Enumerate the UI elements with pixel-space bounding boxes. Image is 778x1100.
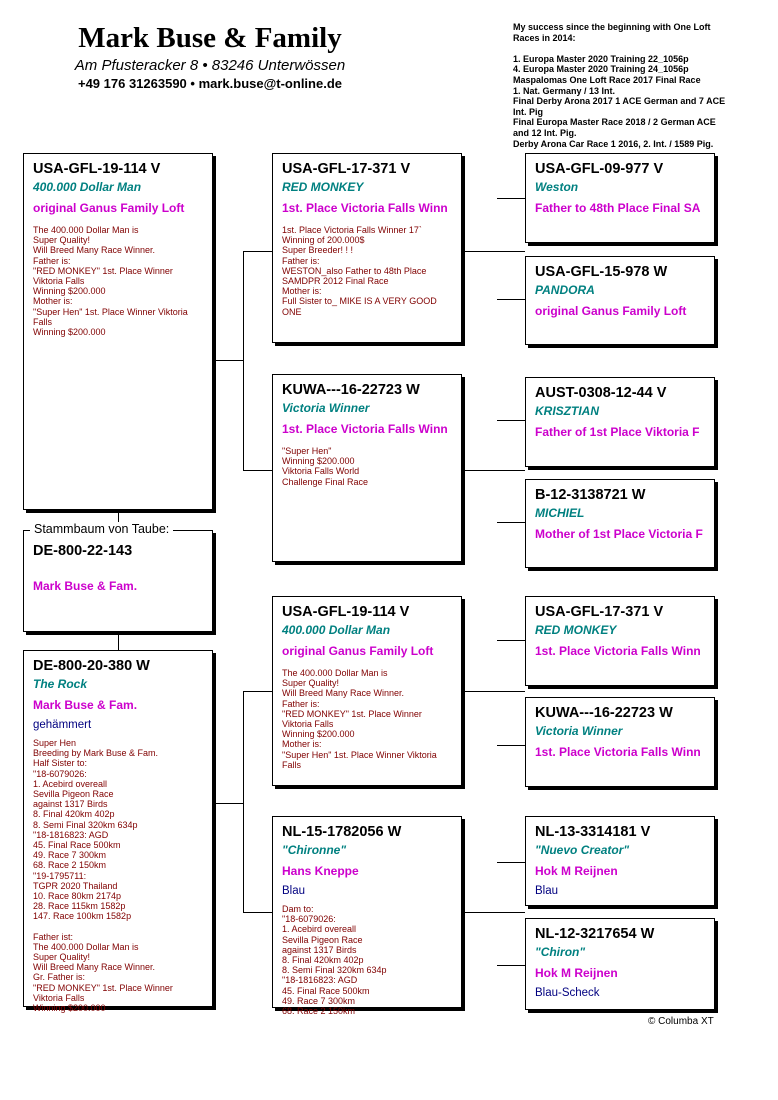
note-line: Viktoria Falls xyxy=(33,276,85,287)
note-line: Super Quality! xyxy=(33,235,91,246)
note-line: 10. Race 80km 2174p xyxy=(33,891,122,902)
color-label: Blau-Scheck xyxy=(535,987,600,999)
ring-number: B-12-3138721 W xyxy=(535,487,646,503)
breeder: original Ganus Family Loft xyxy=(535,304,687,318)
note-line: Winning $200.000 xyxy=(33,327,106,338)
success-line: Int. Pig xyxy=(513,106,543,117)
ring-number: USA-GFL-15-978 W xyxy=(535,264,668,280)
connector-line xyxy=(243,251,244,470)
pigeon-name: RED MONKEY xyxy=(535,623,617,637)
father-father-card[interactable] xyxy=(272,153,462,343)
note-line: Mother is: xyxy=(282,739,322,750)
success-line: 4. Europa Master 2020 Training 24_1056p xyxy=(513,64,689,75)
ring-number: USA-GFL-19-114 V xyxy=(282,604,410,620)
stammbaum-label: Stammbaum von Taube: xyxy=(30,522,173,536)
breeder: 1st. Place Victoria Falls Winn xyxy=(535,745,701,759)
note-line: 45. Final Race 500km xyxy=(33,840,121,851)
note-line: "18-6079026: xyxy=(282,914,336,925)
ring-number: NL-15-1782056 W xyxy=(282,824,402,840)
note-line: "RED MONKEY" 1st. Place Winner xyxy=(33,982,173,993)
ggparent-card-fff[interactable] xyxy=(525,153,715,243)
note-line: 8. Semi Final 320km 634p xyxy=(33,819,138,830)
note-line: Breeding by Mark Buse & Fam. xyxy=(33,748,159,759)
note-line: The 400.000 Dollar Man is xyxy=(33,225,139,235)
connector-line xyxy=(497,299,525,300)
note-line: "Super Hen" 1st. Place Winner Viktoria xyxy=(282,749,437,760)
note-line: against 1317 Birds xyxy=(282,944,357,955)
pigeon-name: 400.000 Dollar Man xyxy=(282,623,391,637)
ggparent-card-fmm[interactable] xyxy=(525,479,715,568)
note-line: Super Quality! xyxy=(282,678,340,689)
address: Am Pfusteracker 8 • 83246 Unterwössen xyxy=(74,57,346,74)
notes xyxy=(282,904,452,1016)
connector-line xyxy=(497,745,525,746)
ggparent-card-ffm[interactable] xyxy=(525,256,715,345)
pigeon-name: "Chironne" xyxy=(282,843,347,857)
note-line: WESTON_also Father to 48th Place xyxy=(282,265,427,276)
ggparent-card-mmm[interactable] xyxy=(525,918,715,1010)
note-line: Viktoria Falls xyxy=(33,992,85,1003)
note-line: 8. Semi Final 320km 634p xyxy=(282,965,387,976)
note-line: Will Breed Many Race Winner. xyxy=(33,962,156,973)
note-line: 8. Final 420km 402p xyxy=(282,955,364,966)
note-line: Winning of 200.000$ xyxy=(282,235,365,246)
color-label: gehämmert xyxy=(33,719,92,731)
note-line: Falls xyxy=(33,316,53,327)
ggparent-card-fmf[interactable] xyxy=(525,377,715,467)
note-line: Winning $200.000 xyxy=(282,729,355,740)
connector-line xyxy=(497,198,525,199)
note-line: "18-6079026: xyxy=(33,768,87,779)
connector-line xyxy=(497,965,525,966)
pigeon-name: PANDORA xyxy=(535,283,595,297)
mother-card[interactable] xyxy=(23,650,213,1014)
pigeon-name: Weston xyxy=(535,180,579,194)
note-line: Sevilla Pigeon Race xyxy=(33,789,114,800)
connector-line xyxy=(462,470,525,471)
note-line: Father is: xyxy=(282,255,320,266)
note-line xyxy=(33,922,203,932)
note-line: 45. Final Race 500km xyxy=(282,985,370,996)
ggparent-card-mmf[interactable] xyxy=(525,816,715,906)
note-line: 1st. Place Victoria Falls Winner 17` xyxy=(282,225,422,235)
pigeon-name: 400.000 Dollar Man xyxy=(33,180,142,194)
success-list xyxy=(513,22,743,149)
success-line: Derby Arona Car Race 1 2016, 2. Int. / 1589 Pig. xyxy=(513,138,714,149)
ring-number: DE-800-20-380 W xyxy=(33,658,150,674)
note-line: 1. Acebird overeall xyxy=(33,778,108,789)
note-line: Mother is: xyxy=(33,296,73,307)
color-label: Blau xyxy=(535,885,559,897)
note-line: "19-1795711: xyxy=(33,870,87,881)
note-line: Full Sister to_ MIKE IS A VERY GOOD xyxy=(282,296,437,307)
connector-line xyxy=(497,862,525,863)
breeder: original Ganus Family Loft xyxy=(282,644,434,658)
success-line xyxy=(513,43,743,54)
note-line: Half Sister to: xyxy=(33,758,88,769)
father-card[interactable] xyxy=(23,153,213,510)
note-line: Winning $200.000 xyxy=(33,1003,106,1014)
connector-line xyxy=(243,251,273,252)
connector-line xyxy=(213,803,243,804)
note-line: 8. Final 420km 402p xyxy=(33,809,115,820)
note-line: Viktoria Falls World xyxy=(282,466,360,477)
note-line: Gr. Father is: xyxy=(33,972,86,983)
pigeon-name: "Nuevo Creator" xyxy=(535,843,630,857)
connector-line xyxy=(243,691,273,692)
pigeon-name: The Rock xyxy=(33,677,88,691)
note-line: 68. Race 2 150km xyxy=(33,860,107,871)
success-line: Races in 2014: xyxy=(513,32,576,43)
connector-line xyxy=(462,691,525,692)
ring-number: KUWA---16-22723 W xyxy=(282,382,420,398)
note-line: Will Breed Many Race Winner. xyxy=(282,688,405,699)
note-line: Winning $200.000 xyxy=(282,456,355,467)
breeder: 1st. Place Victoria Falls Winn xyxy=(535,644,701,658)
note-line: Father is: xyxy=(282,698,320,709)
breeder: original Ganus Family Loft xyxy=(33,201,185,215)
note-line: 28. Race 115km 1582p xyxy=(33,901,126,912)
connector-line xyxy=(497,522,525,523)
note-line: Falls xyxy=(282,759,302,770)
success-line: and 12 Int. Pig. xyxy=(513,127,577,138)
note-line: 49. Race 7 300km xyxy=(282,995,356,1006)
mother-mother-card[interactable] xyxy=(272,816,462,1017)
note-line: Viktoria Falls xyxy=(282,719,334,730)
notes xyxy=(33,225,203,337)
father-mother-card[interactable] xyxy=(272,374,462,562)
ring-number: USA-GFL-19-114 V xyxy=(33,161,161,177)
pigeon-name: Victoria Winner xyxy=(535,724,623,738)
breeder: Father to 48th Place Final SA xyxy=(535,201,701,215)
note-line: The 400.000 Dollar Man is xyxy=(282,668,388,678)
pigeon-name: KRISZTIAN xyxy=(535,404,599,418)
ring-number: NL-12-3217654 W xyxy=(535,926,655,942)
breeder: 1st. Place Victoria Falls Winn xyxy=(282,422,448,436)
note-line: Winning $200.000 xyxy=(33,286,106,297)
note-line: 1. Acebird overeall xyxy=(282,924,357,935)
note-line: 147. Race 100km 1582p xyxy=(33,911,132,922)
breeder: Hans Kneppe xyxy=(282,864,359,878)
note-line: Super Breeder! ! ! xyxy=(282,245,354,256)
success-line: Maspalomas One Loft Race 2017 Final Race xyxy=(513,74,701,85)
success-line: My success since the beginning with One Loft xyxy=(513,22,711,32)
note-line: Father is: xyxy=(33,255,71,266)
breeder: Hok M Reijnen xyxy=(535,966,618,980)
pigeon-name: "Chiron" xyxy=(535,945,586,959)
subject-card[interactable] xyxy=(23,530,213,632)
ring-number: USA-GFL-17-371 V xyxy=(282,161,411,177)
notes xyxy=(282,446,452,487)
mother-father-card[interactable] xyxy=(272,596,462,786)
ring-number: USA-GFL-17-371 V xyxy=(535,604,664,620)
note-line: Super Hen xyxy=(33,738,77,748)
contact-info: +49 176 31263590 • mark.buse@t-online.de xyxy=(77,76,342,91)
ggparent-card-mff[interactable] xyxy=(525,596,715,686)
connector-line xyxy=(243,912,273,913)
success-line: Final Europa Master Race 2018 / 2 German ACE xyxy=(513,117,716,128)
note-line: "18-1816823: AGD xyxy=(282,975,358,986)
pigeon-name: MICHIEL xyxy=(535,506,585,520)
note-line: "18-1816823: AGD xyxy=(33,829,109,840)
success-line: Final Derby Arona 2017 1 ACE German and 7 ACE xyxy=(513,96,726,107)
note-line: 68. Race 2 150km xyxy=(282,1006,356,1017)
note-line: "Super Hen" 1st. Place Winner Viktoria xyxy=(33,306,188,317)
page-title: Mark Buse & Family xyxy=(78,22,342,54)
notes xyxy=(282,668,452,770)
note-line: Father ist: xyxy=(33,931,74,942)
note-line: 49. Race 7 300km xyxy=(33,850,107,861)
color-label: Blau xyxy=(282,885,306,897)
pigeon-name: Victoria Winner xyxy=(282,401,370,415)
note-line: "Super Hen" xyxy=(282,446,332,456)
note-line: TGPR 2020 Thailand xyxy=(33,880,118,891)
notes xyxy=(33,738,203,1013)
ggparent-card-mfm[interactable] xyxy=(525,697,715,787)
footer-credit: © Columba XT xyxy=(648,1016,714,1027)
pigeon-name: RED MONKEY xyxy=(282,180,364,194)
note-line: The 400.000 Dollar Man is xyxy=(33,941,139,952)
ring-number: AUST-0308-12-44 V xyxy=(535,385,667,401)
connector-line xyxy=(462,912,525,913)
breeder: Father of 1st Place Viktoria F xyxy=(535,425,700,439)
connector-line xyxy=(497,640,525,641)
connector-line xyxy=(243,470,273,471)
note-line: Challenge Final Race xyxy=(282,476,369,487)
connector-line xyxy=(497,420,525,421)
connector-line xyxy=(213,360,243,361)
breeder: Mother of 1st Place Victoria F xyxy=(535,527,703,541)
ring-number: KUWA---16-22723 W xyxy=(535,705,673,721)
connector-line xyxy=(462,251,525,252)
note-line: SAMDPR 2012 Final Race xyxy=(282,276,389,287)
ring-number: NL-13-3314181 V xyxy=(535,824,651,840)
breeder: Hok M Reijnen xyxy=(535,864,618,878)
breeder: 1st. Place Victoria Falls Winn xyxy=(282,201,448,215)
success-line: 1. Europa Master 2020 Training 22_1056p xyxy=(513,53,689,64)
note-line: Sevilla Pigeon Race xyxy=(282,934,363,945)
ring-number: USA-GFL-09-977 V xyxy=(535,161,664,177)
note-line: Mother is: xyxy=(282,286,322,297)
breeder: Mark Buse & Fam. xyxy=(33,698,138,712)
note-line: Super Quality! xyxy=(33,952,91,963)
note-line: Will Breed Many Race Winner. xyxy=(33,245,156,256)
note-line: Dam to: xyxy=(282,904,314,914)
breeder: Mark Buse & Fam. xyxy=(33,579,138,593)
note-line: "RED MONKEY" 1st. Place Winner xyxy=(282,708,422,719)
ring-number: DE-800-22-143 xyxy=(33,543,133,559)
success-line: 1. Nat. Germany / 13 Int. xyxy=(513,85,616,96)
notes xyxy=(282,225,452,317)
note-line: ONE xyxy=(282,306,302,317)
note-line: "RED MONKEY" 1st. Place Winner xyxy=(33,265,173,276)
connector-line xyxy=(243,691,244,912)
note-line: against 1317 Birds xyxy=(33,799,108,810)
connector-line xyxy=(118,632,119,650)
